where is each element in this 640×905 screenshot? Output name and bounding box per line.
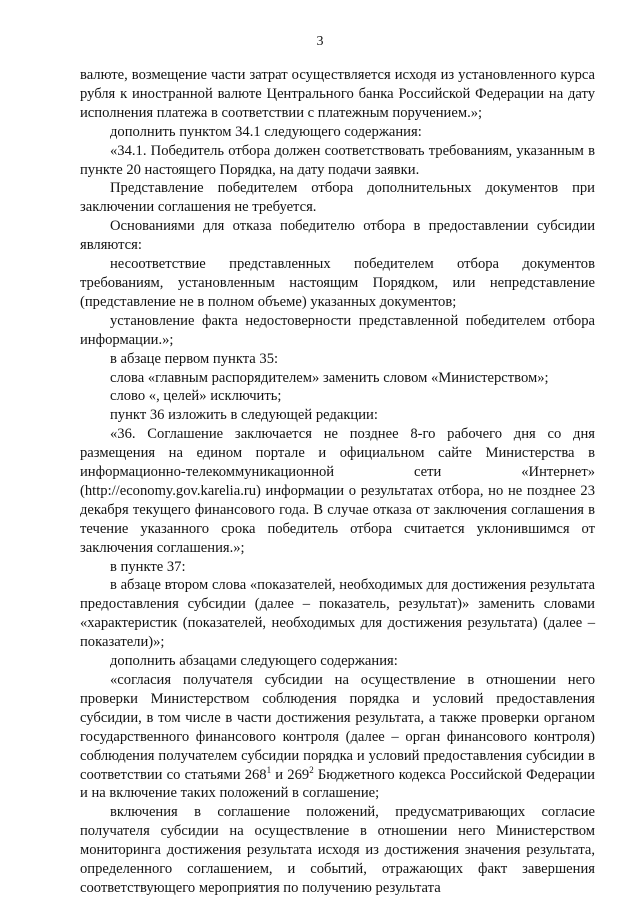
- paragraph: Основаниями для отказа победителю отбора в предоставлении субсидии являются:: [80, 218, 595, 254]
- paragraph-list: [80, 66, 595, 671]
- paragraph: Представление победителем отбора дополнительных документов при заключении соглашения не требуется.: [80, 180, 595, 216]
- paragraph: несоответствие представленных победителем отбора документов требованиям, установленным настоящим Порядком, или непредставление (представление не в полном объеме) указанных документов;: [80, 256, 595, 310]
- paragraph: слова «главным распорядителем» заменить словом «Министерством»;: [110, 369, 549, 386]
- page-number: 3: [316, 34, 324, 49]
- paragraph-text: Бюджетного кодекса Российской Федерации и на включение таких положений в соглашение;: [80, 766, 595, 802]
- paragraph: «34.1. Победитель отбора должен соответствовать требованиям, указанным в пункте 20 настоящего Порядка, на дату подачи заявки.: [80, 142, 595, 178]
- paragraph: включения в соглашение положений, предусматривающих согласие получателя субсидии на осуществление в отношении него Министерством мониторинга достижения результата исходя из достижения значения результата, определенного соглашением, и событий, отражающих факт завершения соответствующего мероприятия по получению результата: [80, 804, 595, 896]
- paragraph: валюте, возмещение части затрат осуществляется исходя из установленного курса рубля к иностранной валюте Центрального банка Российской Федерации на дату исполнения платежа в соответствии с платежным поручением.»;: [80, 67, 595, 121]
- paragraph: слово «, целей» исключить;: [110, 388, 282, 405]
- superscript: 2: [309, 764, 314, 775]
- paragraph: в абзаце первом пункта 35:: [110, 350, 279, 367]
- paragraph: дополнить пунктом 34.1 следующего содержания:: [110, 123, 422, 140]
- paragraph: в абзаце втором слова «показателей, необходимых для достижения результата предоставления субсидии (далее – показатель, результат)» заменить словами «характеристик (показателей, необходимых для достижения результата) (далее – показатели)»;: [80, 577, 595, 651]
- paragraph-text: и 269: [271, 766, 310, 783]
- paragraph: пункт 36 изложить в следующей редакции:: [110, 407, 378, 424]
- paragraph: установление факта недостоверности представленной победителем отбора информации.»;: [80, 312, 595, 348]
- document-body: [80, 66, 595, 898]
- paragraph: дополнить абзацами следующего содержания:: [110, 653, 398, 670]
- paragraph: в пункте 37:: [110, 558, 186, 575]
- superscript: 1: [266, 764, 272, 775]
- paragraph-text: «согласия получателя субсидии на осуществление в отношении него проверки Министерством соблюдения порядка и условий предоставления субсидии, в том числе в части достижения результата, а также проверки органом государственного финансового контроля (далее – орган финансового контроля) соблюдения получателем субсидии порядка и условий предоставления субсидии в соответствии со статьями 268: [80, 672, 595, 783]
- paragraph-with-superscripts: [80, 671, 595, 803]
- paragraph: «36. Соглашение заключается не позднее 8-го рабочего дня со дня размещения на едином портале и официальном сайте Министерства в информационно-телекоммуникационной сети «Интернет» (http://economy.gov.karelia.ru) информации о результатах отбора, но не позднее 23 декабря текущего финансового года. В случае отказа от заключения соглашения в течение указанного срока победитель отбора считается уклонившимся от заключения соглашения.»;: [80, 426, 595, 556]
